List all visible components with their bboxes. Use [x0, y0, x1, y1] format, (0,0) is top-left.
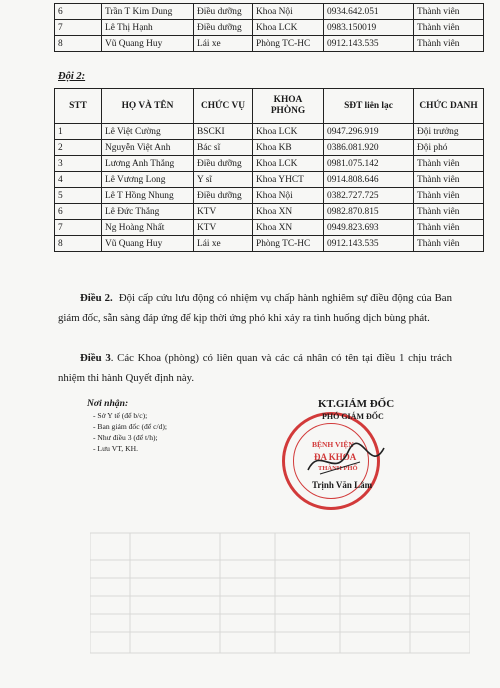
cell-name: Trần T Kim Dung [102, 4, 194, 20]
stamp-text-2: ĐA KHOA [314, 452, 357, 462]
cell-title: Thành viên [414, 204, 484, 220]
cell-position: Y sĩ [194, 172, 253, 188]
cell-phone: 0949.823.693 [324, 220, 414, 236]
cell-position: Điều dưỡng [194, 4, 253, 20]
article-2-label: Điều 2. [80, 292, 113, 304]
cell-position: Điều dưỡng [194, 20, 253, 36]
cell-position: BSCKI [194, 124, 253, 140]
table-row [55, 188, 484, 204]
table-row [55, 20, 484, 36]
cell-name: Lê Vương Long [102, 172, 194, 188]
list-item: - Lưu VT, KH. [93, 444, 138, 453]
cell-name: Vũ Quang Huy [102, 236, 194, 252]
table-row [55, 236, 484, 252]
cell-position: Điều dưỡng [194, 188, 253, 204]
table-row [55, 4, 484, 20]
cell-department: Phòng TC-HC [253, 36, 324, 52]
cell-stt: 2 [55, 140, 102, 156]
team2-heading: Đội 2: [58, 71, 86, 82]
team2-table [54, 88, 484, 252]
cell-department: Khoa Nội [253, 188, 324, 204]
cell-position: KTV [194, 204, 253, 220]
cell-department: Phòng TC-HC [253, 236, 324, 252]
header-department: KHOA PHÒNG [253, 89, 324, 124]
stamp-text-3: THÀNH PHỐ [318, 465, 358, 472]
list-item: - Sở Y tế (để b/c); [93, 411, 148, 420]
list-item: - Ban giám đốc (để c/d); [93, 422, 168, 431]
article-3 [58, 348, 452, 388]
cell-stt: 5 [55, 188, 102, 204]
cell-stt: 7 [55, 220, 102, 236]
signer-name: Trịnh Văn Lâm [312, 480, 373, 490]
team1-table-tail [54, 3, 484, 52]
cell-title: Thành viên [414, 36, 484, 52]
cell-stt: 4 [55, 172, 102, 188]
cell-title: Thành viên [414, 220, 484, 236]
cell-title: Thành viên [414, 20, 484, 36]
cell-name: Lê T Hồng Nhung [102, 188, 194, 204]
cell-department: Khoa LCK [253, 124, 324, 140]
article-3-text: . Các Khoa (phòng) có liên quan và các cá nhân có tên tại điều 1 chịu trách nhiệm thi hành Quyết định này. [58, 352, 452, 384]
cell-department: Khoa KB [253, 140, 324, 156]
cell-title: Thành viên [414, 172, 484, 188]
table-row [55, 204, 484, 220]
cell-department: Khoa XN [253, 220, 324, 236]
cell-name: Lê Thị Hạnh [102, 20, 194, 36]
header-phone: SĐT liên lạc [324, 89, 414, 124]
cell-title: Thành viên [414, 188, 484, 204]
recipients-title: Nơi nhận: [87, 398, 129, 409]
cell-title: Thành viên [414, 156, 484, 172]
cell-phone: 0982.870.815 [324, 204, 414, 220]
header-stt: STT [55, 89, 102, 124]
header-title: CHỨC DANH [414, 89, 484, 124]
cell-name: Lương Anh Thắng [102, 156, 194, 172]
cell-department: Khoa XN [253, 204, 324, 220]
cell-name: Ng Hoàng Nhất [102, 220, 194, 236]
cell-department: Khoa YHCT [253, 172, 324, 188]
bleed-through-shadow [90, 505, 470, 655]
cell-phone: 0382.727.725 [324, 188, 414, 204]
cell-position: Bác sĩ [194, 140, 253, 156]
table-row [55, 124, 484, 140]
cell-stt: 7 [55, 20, 102, 36]
table-row [55, 36, 484, 52]
cell-position: Lái xe [194, 236, 253, 252]
cell-title: Thành viên [414, 4, 484, 20]
cell-phone: 0983.150019 [324, 20, 414, 36]
signature-subtitle: PHÓ GIÁM ĐỐC [322, 412, 384, 421]
table-row [55, 156, 484, 172]
cell-phone: 0386.081.920 [324, 140, 414, 156]
cell-name: Lê Đức Thắng [102, 204, 194, 220]
cell-phone: 0947.296.919 [324, 124, 414, 140]
cell-position: Điều dưỡng [194, 156, 253, 172]
cell-department: Khoa Nội [253, 4, 324, 20]
cell-phone: 0912.143.535 [324, 236, 414, 252]
header-position: CHỨC VỤ [194, 89, 253, 124]
cell-stt: 8 [55, 236, 102, 252]
table-row [55, 172, 484, 188]
stamp-text-1: BỆNH VIỆN [312, 440, 354, 449]
article-2 [58, 288, 452, 328]
handwritten-signature [300, 440, 390, 485]
cell-phone: 0914.808.646 [324, 172, 414, 188]
cell-name: Lê Việt Cường [102, 124, 194, 140]
article-2-text: Đội cấp cứu lưu động có nhiệm vụ chấp hành nghiêm sự điều động của Ban giám đốc, sẵn sàng đáp ứng để kịp thời ứng phó khi xảy ra tình huống dịch bùng phát. [58, 292, 452, 324]
cell-stt: 3 [55, 156, 102, 172]
cell-stt: 1 [55, 124, 102, 140]
cell-department: Khoa LCK [253, 156, 324, 172]
table-row [55, 140, 484, 156]
table-header-row [55, 89, 484, 124]
cell-position: Lái xe [194, 36, 253, 52]
cell-stt: 8 [55, 36, 102, 52]
table-row [55, 220, 484, 236]
cell-phone: 0981.075.142 [324, 156, 414, 172]
cell-department: Khoa LCK [253, 20, 324, 36]
cell-stt: 6 [55, 4, 102, 20]
cell-position: KTV [194, 220, 253, 236]
cell-title: Đội phó [414, 140, 484, 156]
cell-phone: 0912.143.535 [324, 36, 414, 52]
cell-name: Vũ Quang Huy [102, 36, 194, 52]
article-3-label: Điều 3 [80, 352, 111, 364]
header-name: HỌ VÀ TÊN [102, 89, 194, 124]
cell-title: Thành viên [414, 236, 484, 252]
cell-stt: 6 [55, 204, 102, 220]
recipients-list [93, 410, 167, 454]
cell-name: Nguyễn Việt Anh [102, 140, 194, 156]
list-item: - Như điều 3 (để t/h); [93, 433, 158, 442]
signature-title: KT.GIÁM ĐỐC [318, 398, 395, 410]
cell-phone: 0934.642.051 [324, 4, 414, 20]
cell-title: Đội trưởng [414, 124, 484, 140]
